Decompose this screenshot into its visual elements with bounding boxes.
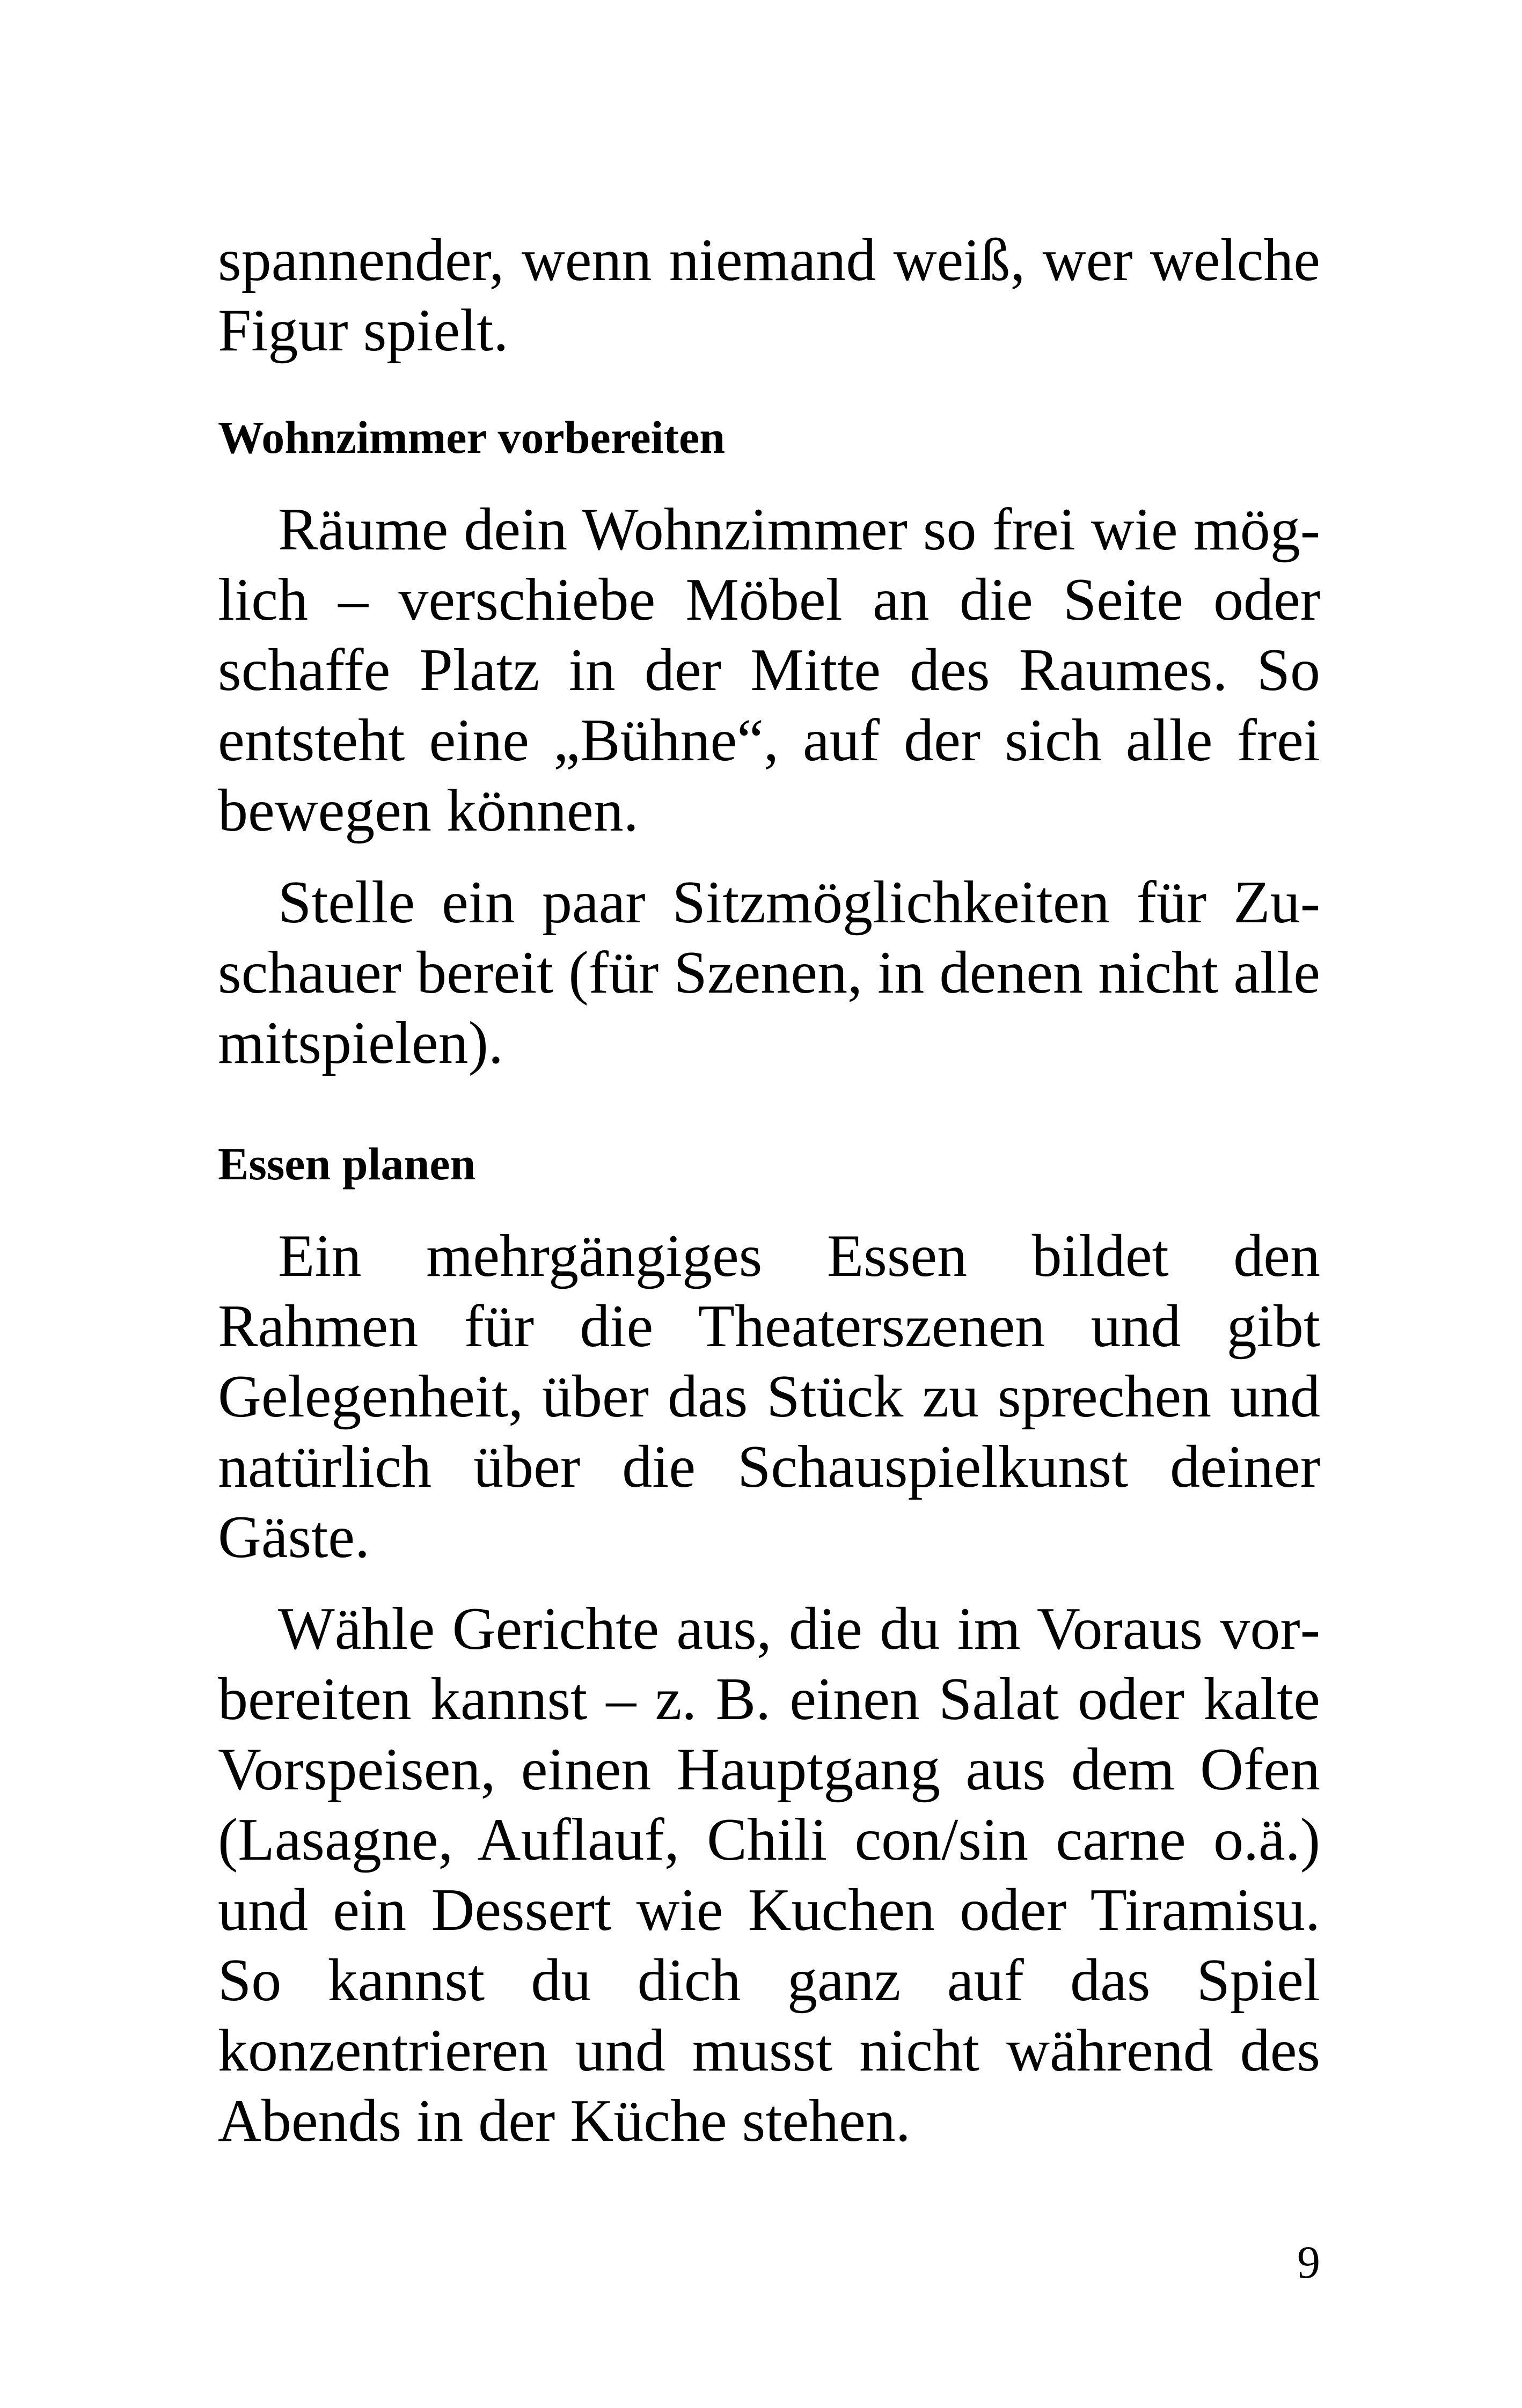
continuation-paragraph: spannender, wenn niemand weiß, wer welche Figur spielt. (218, 227, 1320, 364)
page-number: 9 (1297, 2236, 1320, 2288)
section-heading-wohnzimmer: Wohnzimmer vorbereiten (218, 412, 726, 463)
wohnzimmer-paragraph-1: Räume dein Wohnzimmer so frei wie möglich – verschiebe Möbel an die Seite oder schaffe Platz in der Mitte des Raumes. So entsteht eine „Bühne“, auf der sich alle frei bewegen können. (218, 496, 1320, 844)
section-heading-essen: Essen planen (218, 1138, 476, 1190)
page-body (218, 225, 1320, 2156)
essen-paragraph-2: Wähle Gerichte aus, die du im Voraus vorbereiten kannst – z. B. einen Salat oder kalte Vorspeisen, einen Hauptgang aus dem Ofen (Lasagne, Auflauf, Chili con/sin carne o.ä.) und ein Dessert wie Kuchen oder Tiramisu. So kannst du dich ganz auf das Spiel konzentrieren und musst nicht während des Abends in der Küche stehen. (218, 1596, 1320, 2154)
wohnzimmer-paragraph-2: Stelle ein paar Sitzmöglichkeiten für Zuschauer bereit (für Szenen, in denen nicht alle mitspielen). (218, 869, 1320, 1076)
essen-paragraph-1: Ein mehrgängiges Essen bildet den Rahmen für die Theaterszenen und gibt Gelegenheit, über das Stück zu sprechen und natürlich über die Schauspielkunst deiner Gäste. (218, 1223, 1320, 1570)
